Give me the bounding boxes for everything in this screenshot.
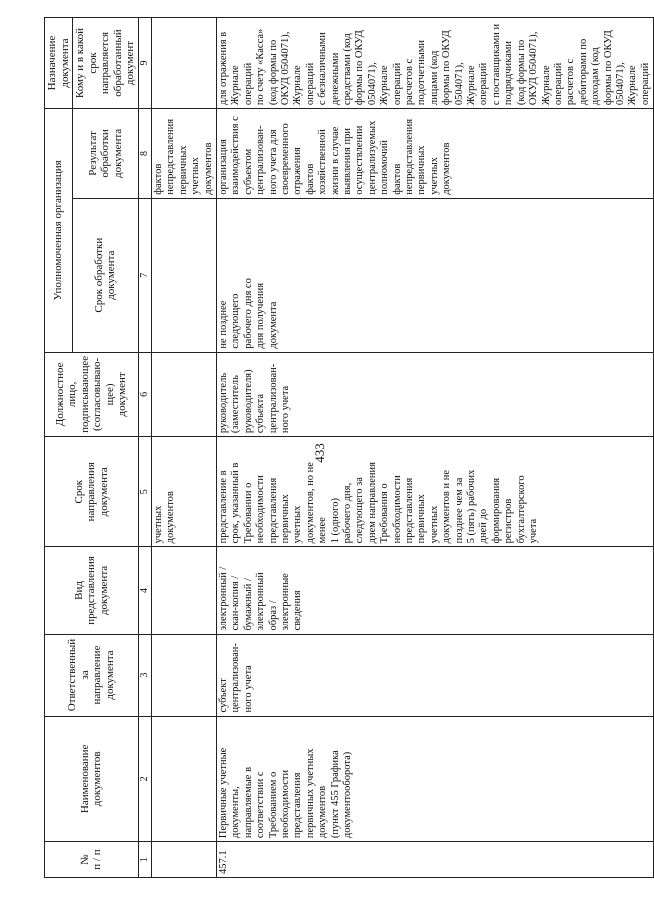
page-number: 433 — [312, 443, 327, 463]
cont-result-cell: фактов непредставления первичных учетных документов — [151, 109, 216, 199]
row-result: организация взаимодействия с субъектом централизован- ного учета для своевременного отражения фактов хозяйственной жизни в случае выявления при осуществлении централизуемых полномочий фактов непредставления первичных учетных документов — [216, 109, 653, 199]
row-processing-deadline: не позднее следующего рабочего дня со дня получения документа — [216, 198, 653, 352]
cont-signer-cell — [151, 352, 216, 437]
cont-form-cell — [151, 547, 216, 634]
row-num: 457.1 — [216, 842, 653, 878]
column-number: 5 — [138, 437, 151, 547]
column-number: 2 — [138, 716, 151, 842]
cont-responsible-cell — [151, 634, 216, 716]
column-number: 8 — [138, 109, 151, 199]
row-form: электронный / скан-копия / бумажный / электронный образ / электронные сведения — [216, 547, 653, 634]
header-form: Вид представления документа — [45, 547, 139, 634]
header-signer: Должностное лицо, подписывающее (согласовываю- щее) документ — [45, 352, 139, 437]
cont-deadline-cell: учетных документов — [151, 437, 216, 547]
column-number-row — [138, 18, 151, 878]
header-name: Наименование документов — [45, 716, 139, 842]
header-processing-result: Результат обработки документа — [73, 109, 139, 199]
row-responsible: субъект централизован- ного учета — [216, 634, 653, 716]
header-responsible: Ответственный за направление документа — [45, 634, 139, 716]
row-deadline: представление в срок, указанный в Требовании о необходимости представления первичных учетных документов, но не менее 1 (одного) рабочего дня, следующего за днем направления Требования о необходимости представления первичных учетных документов и не позднее чем за 5 (пять) рабочих дней до формирования регистров бухгалтерского учета — [216, 437, 653, 547]
cont-processing-deadline-cell — [151, 198, 216, 352]
column-number: 3 — [138, 634, 151, 716]
row-signer: руководитель (заместитель руководителя) субъекта централизован- ного учета — [216, 352, 653, 437]
column-number: 4 — [138, 547, 151, 634]
continuation-row — [151, 18, 216, 878]
document-flow-table — [44, 17, 654, 878]
column-number: 9 — [138, 18, 151, 109]
row-name: Первичные учетные документы, направляемые в соответствии с Требованием о необходимости представления первичных учетных документов (пункт 455 Графика документооборота) — [216, 716, 653, 842]
column-number: 7 — [138, 198, 151, 352]
header-deadline: Срок направления документа — [45, 437, 139, 547]
header-processing-deadline: Срок обработки документа — [73, 198, 139, 352]
header-authorized-org: Уполномоченная организация — [45, 109, 73, 353]
header-purpose-group: Назначение документа — [45, 18, 73, 109]
header-purpose: Кому и в какой срок направляется обработанный документ — [73, 18, 139, 109]
rotated-table-container — [44, 17, 651, 878]
cont-purpose-cell — [151, 18, 216, 109]
header-num: № п / п — [45, 842, 139, 878]
column-number: 6 — [138, 352, 151, 437]
cont-num-cell — [151, 842, 216, 878]
cont-name-cell — [151, 716, 216, 842]
column-number: 1 — [138, 842, 151, 878]
table-row — [216, 18, 653, 878]
row-purpose: для отражения в Журнале операций по счету «Касса» (код формы по ОКУД 0504071), Журнале операций с безналичными денежными средствами (код формы по ОКУД 0504071), Журнале операций расчетов с подотчетными лицами (код формы по ОКУД 0504071), Журнале операций с поставщиками и подрядчиками (код формы по ОКУД 0504071), Журнале операций расчетов с дебиторами по доходам (код формы по ОКУД 0504071), Журнале операций — [216, 18, 653, 109]
